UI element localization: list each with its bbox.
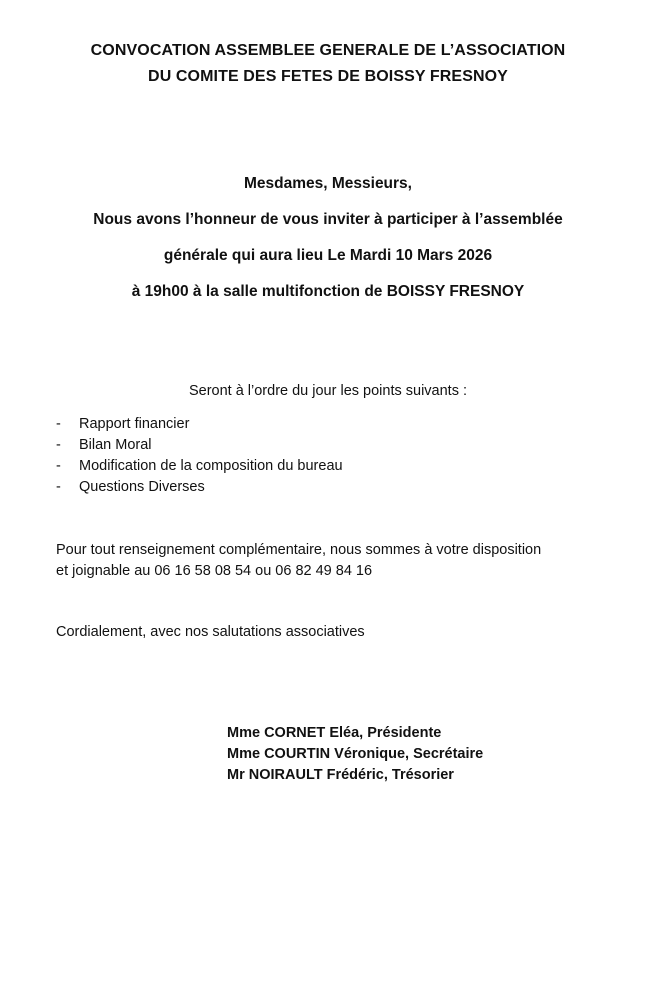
salutation: Mesdames, Messieurs, — [243, 175, 412, 192]
agenda-item — [56, 414, 616, 435]
signature-treasurer: Mr NOIRAULT Frédéric, Trésorier — [227, 767, 454, 783]
document-title — [0, 38, 656, 90]
title-line-1: CONVOCATION ASSEMBLEE GENERALE DE L’ASSOCIATION — [90, 42, 566, 59]
agenda-item-text: Questions Diverses — [79, 479, 205, 495]
signature-block — [227, 723, 627, 786]
signature-president: Mme CORNET Eléa, Présidente — [227, 725, 442, 741]
title-line-2: DU COMITE DES FETES DE BOISSY FRESNOY — [148, 68, 508, 85]
agenda-list — [56, 414, 616, 498]
signature-secretary: Mme COURTIN Véronique, Secrétaire — [227, 746, 484, 762]
invitation-paragraph — [20, 170, 636, 314]
dash-bullet: - — [56, 479, 61, 495]
invitation-line-3: à 19h00 à la salle multifonction de BOISSY FRESNOY — [131, 283, 525, 300]
agenda-item — [56, 456, 616, 477]
contact-line-2: et joignable au 06 16 58 08 54 ou 06 82 49 84 16 — [56, 563, 373, 579]
contact-paragraph — [56, 540, 616, 582]
agenda-item-text: Rapport financier — [79, 416, 190, 432]
agenda-item-text: Modification de la composition du bureau — [79, 458, 343, 474]
dash-bullet: - — [56, 416, 61, 432]
contact-line-1: Pour tout renseignement complémentaire, nous sommes à votre disposition — [56, 542, 542, 558]
agenda-item-text: Bilan Moral — [79, 437, 152, 453]
invitation-line-2: générale qui aura lieu Le Mardi 10 Mars 2026 — [163, 247, 493, 264]
agenda-item — [56, 477, 616, 498]
agenda-item — [56, 435, 616, 456]
dash-bullet: - — [56, 437, 61, 453]
closing-line: Cordialement, avec nos salutations associatives — [56, 624, 365, 640]
dash-bullet: - — [56, 458, 61, 474]
agenda-heading: Seront à l’ordre du jour les points suivants : — [188, 383, 468, 399]
invitation-line-1: Nous avons l’honneur de vous inviter à participer à l’assemblée — [93, 211, 563, 228]
